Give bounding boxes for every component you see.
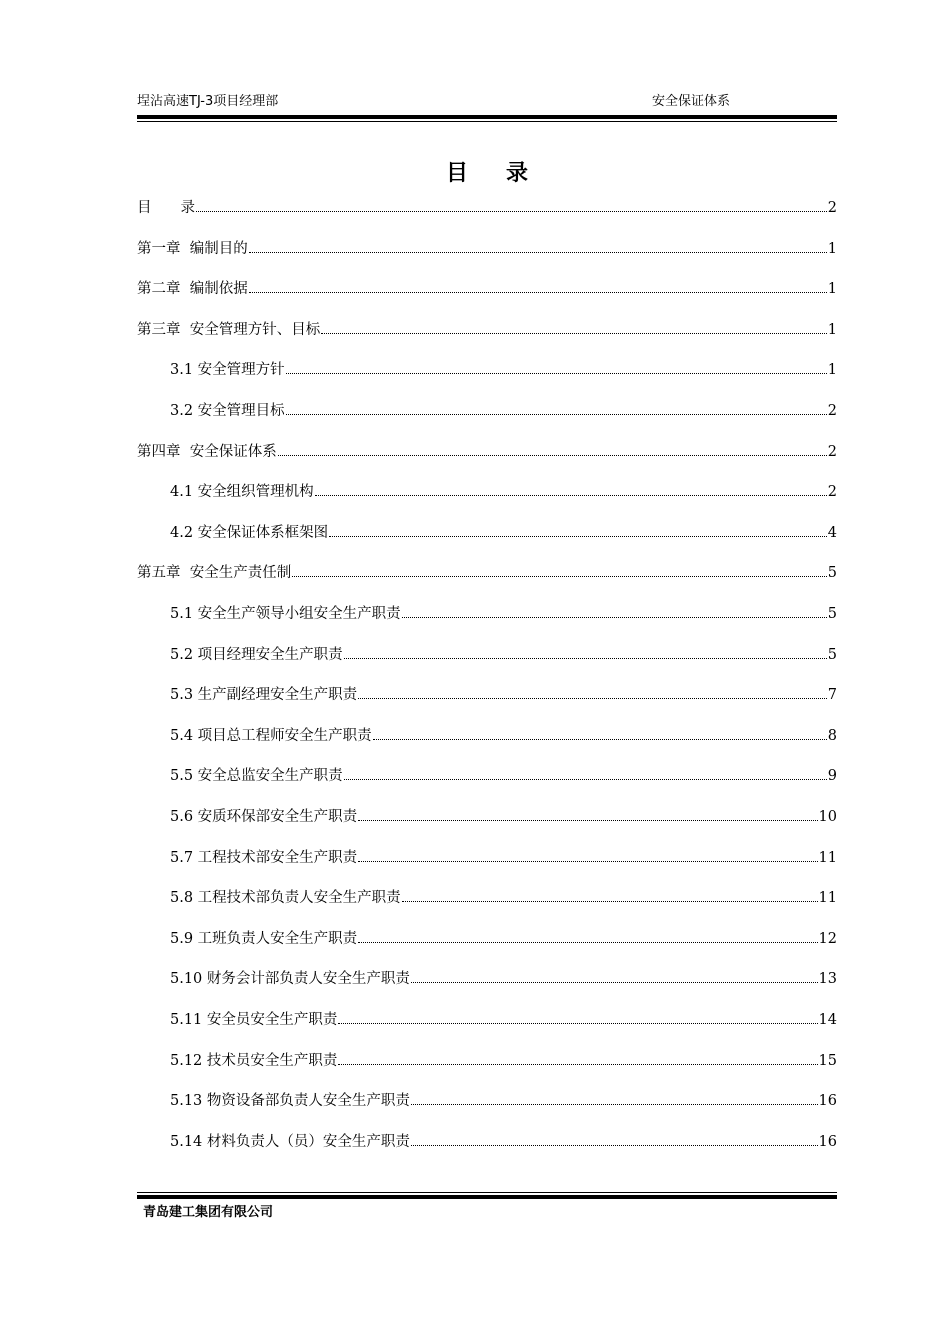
toc-dot-leader [196,198,827,212]
toc-entry-title: 5.13 物资设备部负责人安全生产职责 [170,1093,410,1110]
toc-entry-page-number: 7 [827,687,837,704]
footer-company-name: 青岛建工集团有限公司 [143,1205,274,1220]
toc-entry[interactable] [137,318,837,340]
toc-dot-leader [373,726,827,740]
toc-dot-leader [344,766,827,780]
toc-entry-title: 目 录 [137,200,195,216]
toc-entry[interactable] [170,724,837,746]
toc-entry[interactable] [170,1089,837,1111]
header-project-name: 埕沾高速TJ-3项目经理部 [137,94,279,109]
toc-entry-title: 第四章 安全保证体系 [137,443,277,460]
toc-dot-leader [358,929,817,943]
toc-entry-title: 第五章 安全生产责任制 [137,565,292,582]
toc-entry[interactable] [170,358,837,380]
toc-entry-page-number: 12 [818,930,837,947]
toc-entry-title: 4.2 安全保证体系框架图 [170,524,329,541]
toc-entry[interactable] [170,399,837,421]
toc-entry[interactable] [170,602,837,624]
toc-entry-title: 5.11 安全员安全生产职责 [170,1012,338,1028]
toc-entry[interactable] [170,927,837,949]
toc-entry[interactable] [170,683,837,705]
toc-entry[interactable] [137,440,837,462]
toc-entry-page-number: 8 [827,727,837,744]
toc-entry-title: 5.5 安全总监安全生产职责 [170,768,343,785]
toc-dot-leader [338,1051,817,1065]
toc-entry-page-number: 1 [827,362,837,379]
toc-entry-page-number: 2 [827,484,837,501]
toc-entry-title: 5.14 材料负责人（员）安全生产职责 [170,1133,410,1150]
toc-dot-leader [321,320,827,334]
toc-entry[interactable] [170,967,837,989]
toc-entry-page-number: 5 [827,646,837,663]
toc-dot-leader [358,848,817,862]
footer-rule-thick [137,1195,837,1199]
toc-dot-leader [358,807,817,821]
toc-entry-title: 5.3 生产副经理安全生产职责 [170,687,358,704]
toc-entry[interactable] [170,1049,837,1071]
toc-entry[interactable] [170,521,837,543]
toc-entry[interactable] [170,1008,837,1030]
toc-entry[interactable] [137,237,837,259]
toc-entry[interactable] [137,277,837,299]
toc-dot-leader [286,401,827,415]
toc-entry-page-number: 16 [818,1133,837,1150]
toc-entry-page-number: 16 [818,1093,837,1110]
toc-dot-leader [329,523,827,537]
toc-entry-title: 第三章 安全管理方针、目标 [137,321,321,338]
toc-entry-page-number: 2 [827,443,837,460]
header-document-name: 安全保证体系 [652,94,731,109]
toc-dot-leader [286,360,827,374]
toc-entry[interactable] [170,764,837,786]
toc-entry-title: 4.1 安全组织管理机构 [170,484,314,501]
toc-entry-page-number: 15 [818,1052,837,1069]
toc-entry-title: 5.9 工班负责人安全生产职责 [170,930,358,947]
toc-entry-title: 5.2 项目经理安全生产职责 [170,646,343,663]
toc-dot-leader [249,279,827,293]
toc-entry-page-number: 4 [827,524,837,541]
toc-entry[interactable] [170,886,837,908]
toc-dot-leader [315,482,827,496]
toc-dot-leader [402,888,818,902]
toc-entry[interactable] [170,846,837,868]
toc-entry-title: 5.8 工程技术部负责人安全生产职责 [170,890,401,907]
toc-entry-title: 5.7 工程技术部安全生产职责 [170,849,358,866]
toc-dot-leader [411,1091,818,1105]
toc-dot-leader [278,442,827,456]
toc-entry[interactable] [137,561,837,583]
toc-entry-page-number: 1 [827,281,837,298]
toc-entry-title: 5.6 安质环保部安全生产职责 [170,809,358,825]
footer-rule-thin [137,1192,837,1193]
toc-entry-page-number: 1 [827,240,837,257]
toc-entry-title: 第二章 编制依据 [137,281,248,298]
toc-dot-leader [411,969,818,983]
toc-entry-page-number: 14 [818,1012,837,1028]
toc-entry-page-number: 13 [818,971,837,988]
toc-entry[interactable] [170,805,837,827]
toc-entry-page-number: 2 [827,403,837,419]
toc-entry-page-number: 11 [818,890,837,907]
toc-entry-title: 3.2 安全管理目标 [170,403,285,419]
toc-entry-page-number: 1 [827,321,837,338]
page-header [137,90,837,110]
toc-entry-page-number: 11 [818,849,837,866]
toc-dot-leader [338,1010,817,1024]
toc-dot-leader [358,685,827,699]
toc-entry-title: 5.4 项目总工程师安全生产职责 [170,727,372,744]
toc-entry[interactable] [170,1130,837,1152]
toc-entry-title: 5.1 安全生产领导小组安全生产职责 [170,606,401,622]
page-title: 目录 [445,161,566,186]
toc-entry-page-number: 9 [827,768,837,785]
toc-entry-title: 5.10 财务会计部负责人安全生产职责 [170,971,410,988]
toc-entry-page-number: 10 [818,809,837,825]
toc-entry-page-number: 5 [827,606,837,622]
toc-entry[interactable] [170,480,837,502]
header-rule-thin [137,121,837,122]
toc-entry-title: 第一章 编制目的 [137,240,248,257]
toc-entry[interactable] [137,196,837,218]
toc-entry-page-number: 2 [827,200,837,216]
toc-entry[interactable] [170,643,837,665]
toc-entry-page-number: 5 [827,565,837,582]
toc-entry-title: 5.12 技术员安全生产职责 [170,1052,338,1069]
toc-dot-leader [402,604,827,618]
toc-entry-title: 3.1 安全管理方针 [170,362,285,379]
toc-dot-leader [344,645,827,659]
toc-dot-leader [249,239,827,253]
toc-dot-leader [292,563,827,577]
toc-dot-leader [411,1132,818,1146]
header-rule-thick [137,115,837,119]
